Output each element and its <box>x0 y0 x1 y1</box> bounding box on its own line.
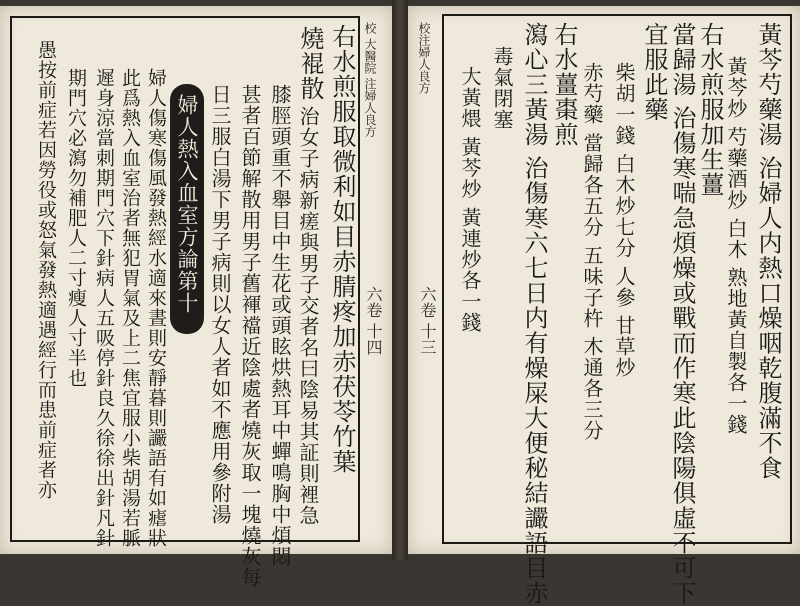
left-column-9: 遲身涼當刺期門穴下針病人五吸停針良久徐徐出針凡針 <box>93 68 115 548</box>
left-column-6: 日三服白湯下男子病則以女人者如不應用參附湯 <box>208 84 232 525</box>
left-column-3: 膝脛頭重不舉目中生花或頭眩烘熱耳中蟬鳴胸中煩悶 <box>268 84 292 567</box>
right-column-6: 柴胡一錢 白木炒七分 人參 甘草炒 <box>612 62 636 379</box>
right-column-10: 毒氣閉塞 <box>490 46 514 130</box>
left-column-7: 婦人傷寒傷風發熱經水適來晝則安靜暮則讝語有如瘧狀 <box>145 68 167 548</box>
left-page <box>0 6 392 588</box>
right-column-2: 黃芩炒 芍藥酒炒 白木 熟地黃自製各一錢 <box>724 56 748 436</box>
left-column-4: 治女子病新瘥與男子交者名曰陰易其証則裡急 <box>296 106 320 526</box>
right-column-7: 赤芍藥 當歸各五分 五味子杵 木通各三分 <box>580 62 604 442</box>
left-margin-label: 校 大醫院 注婦人良方 <box>363 22 377 138</box>
left-column-2: 燒裩散 <box>296 26 324 101</box>
left-column-8: 此爲熱入血室治者無犯胃氣及上二焦宜服小柴胡湯若脈 <box>119 68 141 548</box>
left-column-10: 期門穴必瀉勿補肥人二寸瘦人寸半也 <box>65 68 87 388</box>
right-margin-page-number: 六卷 十三 <box>418 286 437 356</box>
right-column-11: 大黃煨 黃芩炒 黃連炒各一錢 <box>458 66 482 333</box>
right-column-9: 瀉心三黃湯 治傷寒六七日内有燥屎大便秘結讝語目赤 <box>520 22 548 606</box>
right-column-1: 黃芩芍藥湯 治婦人内熱口燥咽乾腹滿不食 <box>754 22 782 481</box>
book-gutter <box>392 0 408 560</box>
left-column-1: 右水煎服取微利如目赤腈疼加赤茯苓竹葉 <box>328 24 356 474</box>
right-margin-label: 校注婦人良方 <box>417 22 431 94</box>
right-column-5: 宜服此藥 <box>640 22 668 122</box>
chapter-heading-banner <box>170 84 204 334</box>
right-column-8: 右水薑棗煎 <box>550 22 578 147</box>
left-column-5: 甚者百節解散用男子舊褌襠近陰處者燒灰取一塊燒灰每 <box>238 84 262 588</box>
right-column-3: 右水煎服加生薑 <box>696 22 724 197</box>
left-column-11: 愚按前症若因勞役或怒氣發熱適遇經行而患前症者亦 <box>35 40 57 500</box>
right-page <box>408 6 800 606</box>
left-margin-page-number: 六卷 十四 <box>364 286 383 356</box>
right-column-4: 當歸湯 治傷寒喘急煩燥或戰而作寒此陰陽俱虛不可下 <box>668 22 696 606</box>
chapter-heading-title: 婦人熱入血室方論第十 <box>175 94 199 314</box>
